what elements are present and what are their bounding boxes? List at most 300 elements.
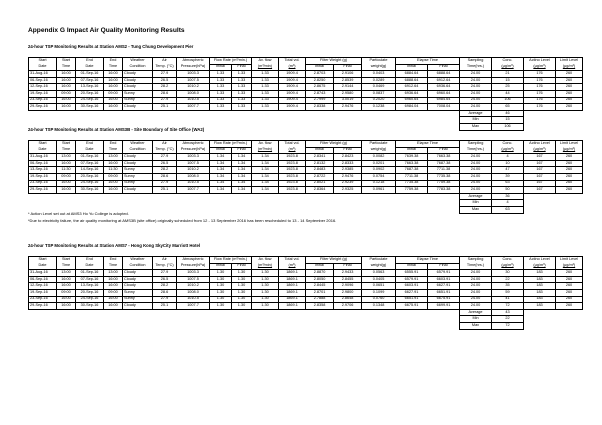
table-cell: 30 [492,270,524,277]
table-cell: 6699.91 [428,303,460,310]
table-cell: 0.2020 [362,97,396,104]
table-cell: Cloudy [123,84,153,91]
table-cell: 0.0201 [362,160,396,167]
table-cell: 1.30 [252,303,279,310]
table-cell: 16:00 [104,84,123,91]
table-cell: Sunny [123,97,153,104]
column-header: Air [153,58,177,65]
table-cell: 1010.2 [177,283,210,290]
table-cell: 2.8050 [306,276,334,283]
column-header: Flow Rate (m³/min.) [210,58,252,65]
column-subheader: Temp. (°C) [153,263,177,270]
table-cell: 3.0019 [334,97,362,104]
table-cell: 0.0403 [362,71,396,78]
table-cell: 6912.64 [396,84,428,91]
table-cell: 1010.2 [177,84,210,91]
table-cell: 183 [524,276,556,283]
tsp-table-ams3b [28,140,583,214]
summary-spacer [524,309,583,316]
table-cell: 24.00 [460,289,492,296]
table-cell: 167 [524,154,556,161]
table-cell: 1.30 [210,303,232,310]
table-cell: 6627.91 [428,283,460,290]
table-cell: 16:00 [104,180,123,187]
table-cell: 1909.4 [279,71,306,78]
table-cell: 6627.91 [396,289,428,296]
column-subheader: Final [232,147,252,154]
table-cell: Cloudy [123,270,153,277]
table-cell: 31-Aug-16 [29,71,57,78]
column-header: Flow Rate (m³/min.) [210,257,252,264]
table-cell: 7735.38 [428,173,460,180]
table-cell: 1008.0 [177,289,210,296]
summary-value: 4 [492,200,524,207]
table-cell: 16:00 [57,296,76,303]
header-row [29,58,583,65]
table-cell: 1.30 [232,296,252,303]
summary-spacer [524,193,583,200]
table-cell: 06-Sep-16 [29,160,57,167]
table-cell: 0.0651 [362,283,396,290]
table-cell: 176 [524,97,556,104]
column-header: Av. flow [252,141,279,148]
table-cell: 1.34 [210,154,232,161]
table-cell: 1007.7 [177,187,210,194]
table-cell: 16:00 [57,77,76,84]
table-cell: 16:00 [104,303,123,310]
column-subheader: Date [76,147,104,154]
table-cell: 25.1 [153,104,177,111]
column-header: Total vol. [279,58,306,65]
column-header: End [76,141,104,148]
table-cell: 7711.38 [428,167,460,174]
table-cell: 1.34 [210,160,232,167]
column-subheader: weight(g) [362,64,396,71]
column-header: Atmospheric [177,257,210,264]
table-row [29,276,583,283]
summary-row [29,117,583,124]
header-row [29,64,583,71]
table-cell: 24.00 [460,296,492,303]
table-cell: 72 [492,303,524,310]
table-cell: 1909.4 [279,90,306,97]
table-cell: 2.8648 [334,296,362,303]
table-cell: 260 [556,90,583,97]
table-cell: 0.1238 [362,104,396,111]
table-cell: 63 [492,180,524,187]
table-cell: 25 [492,84,524,91]
table-cell: Sunny [123,180,153,187]
column-subheader: Temp. (°C) [153,64,177,71]
table-cell: 1008.0 [177,90,210,97]
table-cell: 1.30 [210,283,232,290]
column-subheader: Initial [396,64,428,71]
section-title-ams2: 24-hour TSP Monitoring Results at Station AMS2 - Tung Chung Development Pier [28,44,194,49]
table-cell: 31-Aug-16 [29,270,57,277]
table-cell: Cloudy [123,104,153,111]
table-cell: 0.0902 [362,167,396,174]
column-header: Limit Level [556,58,583,65]
table-cell: 7711.38 [396,173,428,180]
summary-value: 15 [492,117,524,124]
column-subheader: Final [428,64,460,71]
table-cell: 2.8743 [306,90,334,97]
column-subheader: Pressure(hPa) [177,147,210,154]
table-cell: 24.00 [460,180,492,187]
table-cell: 1869.1 [279,283,306,290]
table-cell: 2.9433 [334,270,362,277]
header-row [29,257,583,264]
table-cell: 6912.64 [428,77,460,84]
table-cell: 09:00 [104,90,123,97]
table-cell: 1.33 [252,97,279,104]
table-row [29,296,583,303]
table-cell: 167 [524,180,556,187]
table-cell: 1010.5 [177,296,210,303]
column-subheader: (m³/min) [252,263,279,270]
table-cell: 24.00 [460,90,492,97]
table-cell: 1.33 [252,90,279,97]
table-cell: 24.00 [460,167,492,174]
table-cell: 183 [524,270,556,277]
table-cell: 1869.1 [279,276,306,283]
column-header: Filter Weight (g) [306,141,362,148]
table-cell: 183 [524,289,556,296]
table-cell: Sunny [123,289,153,296]
table-cell: 0.0754 [362,173,396,180]
summary-spacer [524,117,583,124]
table-row [29,180,583,187]
table-cell: 260 [556,160,583,167]
table-cell: 1.33 [232,104,252,111]
table-cell: 1869.1 [279,296,306,303]
table-cell: 2.9476 [334,173,362,180]
table-cell: 1.30 [232,289,252,296]
section-title-ams3b: 24-hour TSP Monitoring Results at Station AMS3B - Site Boundary of Site Office (WA2) [28,127,205,132]
table-cell: 1923.8 [279,173,306,180]
table-cell: 1.34 [210,167,232,174]
table-cell: 6888.64 [396,77,428,84]
column-subheader: Date [76,263,104,270]
summary-label: Min [460,117,492,124]
table-cell: 6603.91 [396,283,428,290]
column-header: Av. flow [252,257,279,264]
table-cell: 13-Sep-16 [76,283,104,290]
column-header: Start [29,58,57,65]
table-cell: 26.5 [153,276,177,283]
table-row [29,104,583,111]
summary-value: 72 [492,322,524,329]
table-cell: 30-Sep-16 [76,187,104,194]
table-cell: 167 [524,160,556,167]
table-cell: 23-Sep-16 [29,296,57,303]
table-cell: 16:00 [104,104,123,111]
table-cell: 6960.64 [396,97,428,104]
table-cell: 260 [556,173,583,180]
column-subheader: (m³) [279,64,306,71]
column-subheader: Time [104,263,123,270]
table-cell: 16:00 [57,71,76,78]
column-subheader: Final [334,147,362,154]
table-cell: 176 [524,77,556,84]
summary-row [29,200,583,207]
table-cell: 1.30 [252,296,279,303]
column-header: Start [57,257,76,264]
table-cell: 07-Sep-16 [76,276,104,283]
table-cell: 16:00 [104,283,123,290]
table-cell: 39 [492,173,524,180]
table-cell: 41 [492,296,524,303]
column-subheader: (μg/m³) [556,64,583,71]
table-cell: 07-Sep-16 [76,77,104,84]
table-cell: 106 [492,97,524,104]
table-cell: 6888.64 [428,71,460,78]
table-cell: 27.9 [153,270,177,277]
table-cell: 09:00 [57,289,76,296]
table-cell: 1.33 [210,90,232,97]
table-cell: Cloudy [123,283,153,290]
column-header: Filter Weight (g) [306,257,362,264]
table-cell: 2.8364 [306,187,334,194]
table-cell: 13:00 [104,154,123,161]
table-cell: 176 [524,90,556,97]
column-subheader: Final [428,147,460,154]
table-cell: 260 [556,276,583,283]
table-cell: 2.8701 [306,289,334,296]
table-cell: 10 [492,160,524,167]
table-cell: 27.9 [153,296,177,303]
table-cell: 260 [556,71,583,78]
table-cell: 14-Sep-16 [76,167,104,174]
column-header: Actino Level [524,58,556,65]
table-row [29,90,583,97]
table-cell: Cloudy [123,276,153,283]
table-cell: 7735.38 [396,180,428,187]
table-cell: 1008.0 [177,173,210,180]
table-cell: 1.33 [252,77,279,84]
summary-value: 36 [492,193,524,200]
table-cell: 24.00 [460,283,492,290]
table-cell: 1.30 [252,276,279,283]
table-cell: 1010.5 [177,97,210,104]
table-cell: 24-Sep-16 [76,97,104,104]
table-cell: 1.30 [252,270,279,277]
table-cell: 12-Sep-16 [29,283,57,290]
table-cell: 2.9580 [334,90,362,97]
table-cell: Cloudy [123,154,153,161]
table-cell: 260 [556,289,583,296]
table-cell: 2.9706 [334,303,362,310]
column-subheader: (μg/m³) [492,147,524,154]
column-subheader: (μg/m³) [492,64,524,71]
column-header: Filter Weight (g) [306,58,362,65]
table-cell: 24.00 [460,97,492,104]
column-subheader: (m³/min) [252,64,279,71]
table-cell: 1909.4 [279,77,306,84]
table-cell: 6960.64 [428,90,460,97]
table-cell: Sunny [123,167,153,174]
table-cell: 1869.1 [279,289,306,296]
column-subheader: (m³/min) [252,147,279,154]
table-cell: 2.9239 [334,180,362,187]
table-cell: 260 [556,97,583,104]
table-cell: 260 [556,167,583,174]
table-cell: 23-Sep-16 [29,97,57,104]
column-header: End [76,58,104,65]
table-cell: 0.0405 [362,276,396,283]
table-cell: 24.00 [460,270,492,277]
table-cell: 1.33 [252,104,279,111]
table-cell: 13:00 [57,270,76,277]
table-cell: 31-Aug-16 [29,154,57,161]
column-header: Sampling [460,141,492,148]
column-subheader: (m³) [279,147,306,154]
footnote-rescheduled: *Due to electricity failure, the air quality monitoring at AMS3B (site office) originally scheduled from 12 - 13 September 2016 has been rescheduled to 13 - 14 September 2016. [28,218,337,223]
table-cell: 1.34 [210,180,232,187]
summary-row [29,193,583,200]
table-cell: 19-Sep-16 [29,90,57,97]
table-cell: 13:00 [104,270,123,277]
table-cell: 16:00 [57,104,76,111]
table-cell: 22 [492,276,524,283]
table-cell: 1.34 [252,154,279,161]
table-cell: 1.34 [252,180,279,187]
column-header: Total vol. [279,257,306,264]
table-row [29,77,583,84]
table-cell: 20-Sep-16 [76,173,104,180]
table-cell: 1909.4 [279,104,306,111]
table-cell: 16:00 [57,276,76,283]
table-cell: 16:00 [104,97,123,104]
column-header: Start [29,141,57,148]
column-subheader: (μg/m³) [524,263,556,270]
summary-label: Max [460,322,492,329]
table-cell: 260 [556,303,583,310]
table-cell: 28.6 [153,289,177,296]
table-cell: 7008.04 [428,104,460,111]
table-cell: 1.30 [210,289,232,296]
table-cell: 260 [556,154,583,161]
table-cell: 1.33 [252,84,279,91]
table-cell: 35 [492,283,524,290]
column-header: Air [153,141,177,148]
table-cell: 24.00 [460,187,492,194]
column-header: Actino Level [524,257,556,264]
table-cell: 27.9 [153,71,177,78]
column-header: End [104,141,123,148]
table-cell: 16:00 [104,71,123,78]
column-header: Conc. [492,58,524,65]
table-cell: 2.8455 [334,276,362,283]
table-cell: 1.33 [210,71,232,78]
table-cell: 1010.2 [177,167,210,174]
summary-spacer [524,123,583,130]
table-cell: 11:30 [57,167,76,174]
table-cell: 260 [556,180,583,187]
table-cell: 19-Sep-16 [29,289,57,296]
summary-row [29,110,583,117]
table-cell: 24-Sep-16 [76,296,104,303]
table-cell: 1.33 [232,97,252,104]
header-row [29,141,583,148]
table-cell: 1.33 [210,77,232,84]
table-cell: 1.30 [210,276,232,283]
table-cell: 1.33 [210,84,232,91]
column-header: Total vol. [279,141,306,148]
column-subheader: Pressure(hPa) [177,263,210,270]
column-header: Elapse Time [396,58,460,65]
table-cell: 1.30 [232,303,252,310]
table-cell: 16:00 [104,160,123,167]
table-cell: 30-Sep-16 [76,104,104,111]
table-cell: Sunny [123,173,153,180]
column-subheader: Initial [210,64,232,71]
column-subheader: Time [57,147,76,154]
table-cell: 2.8722 [306,173,334,180]
column-subheader: Initial [306,64,334,71]
table-cell: 176 [524,104,556,111]
table-cell: 24.00 [460,77,492,84]
table-cell: 2.8132 [306,160,334,167]
table-cell: 27.9 [153,154,177,161]
table-cell: 2.9096 [334,283,362,290]
column-subheader: Condition [123,263,153,270]
table-cell: 6984.64 [428,97,460,104]
table-cell: 2.9325 [334,187,362,194]
table-cell: 30-Sep-16 [76,303,104,310]
table-cell: 2.8338 [306,104,334,111]
column-header: Particulate [362,257,396,264]
column-subheader: Final [334,263,362,270]
column-header: Start [57,141,76,148]
table-row [29,154,583,161]
table-cell: 27.9 [153,97,177,104]
summary-spacer [29,316,460,323]
table-cell: 26.5 [153,160,177,167]
column-header: Sampling [460,58,492,65]
table-cell: 1.34 [210,187,232,194]
table-cell: Sunny [123,296,153,303]
summary-value: 43 [492,309,524,316]
table-row [29,289,583,296]
table-cell: 24.00 [460,276,492,283]
table-cell: Cloudy [123,187,153,194]
table-cell: 29-Sep-16 [29,187,57,194]
header-row [29,147,583,154]
column-header: Weather [123,257,153,264]
column-subheader: Initial [396,263,428,270]
table-cell: Cloudy [123,77,153,84]
summary-row [29,316,583,323]
table-cell: 6984.04 [396,104,428,111]
table-cell: 24.00 [460,160,492,167]
summary-spacer [29,110,460,117]
table-cell: Cloudy [123,160,153,167]
table-cell: 7783.38 [428,187,460,194]
table-cell: 1923.8 [279,187,306,194]
table-cell: 1.30 [232,270,252,277]
table-cell: 1.34 [232,167,252,174]
table-row [29,173,583,180]
table-cell: 07-Sep-16 [76,160,104,167]
table-cell: 2.8675 [306,84,334,91]
table-cell: 25.1 [153,187,177,194]
table-cell: 1923.8 [279,160,306,167]
table-cell: 2.8703 [306,71,334,78]
table-cell: 4 [492,154,524,161]
table-cell: 260 [556,270,583,277]
table-cell: 25.1 [153,303,177,310]
